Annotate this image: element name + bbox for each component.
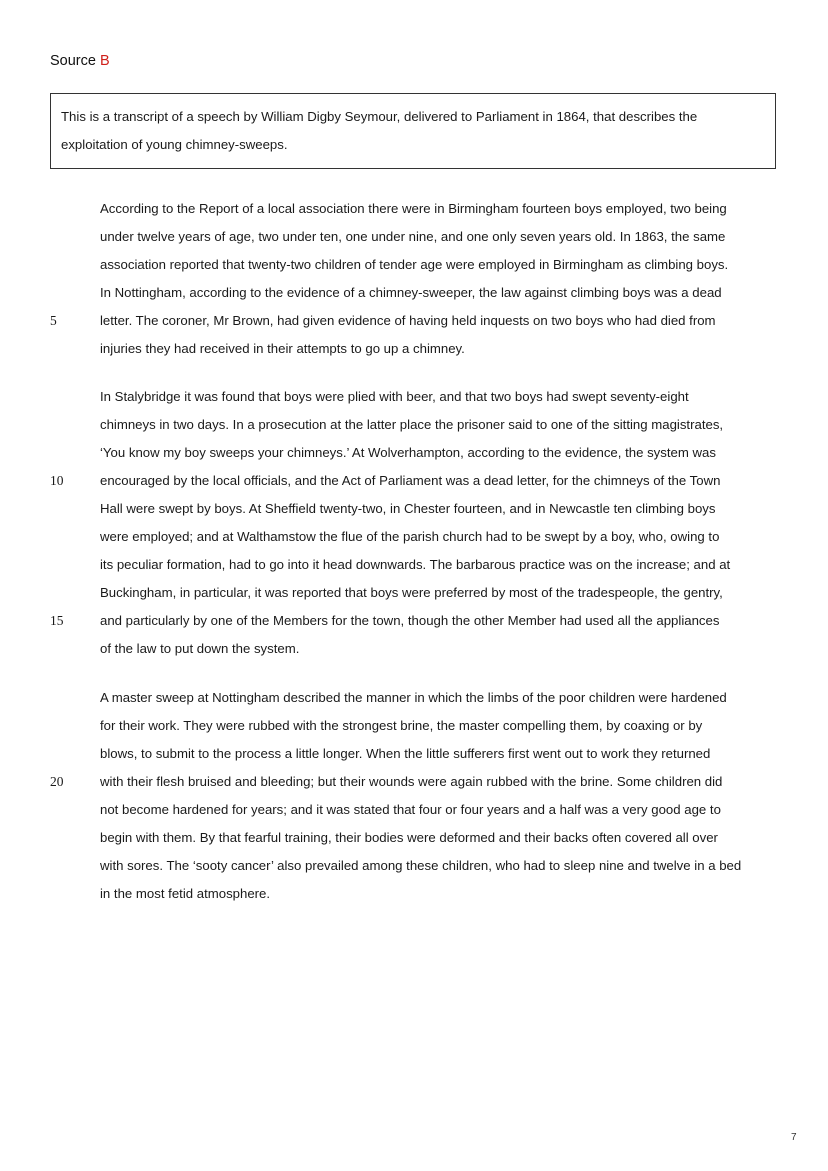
line-number: 20 bbox=[50, 774, 64, 789]
text-line bbox=[0, 852, 828, 880]
text-line bbox=[0, 712, 828, 740]
line-text: chimneys in two days. In a prosecution at the latter place the prisoner said to one of the sitting magistrates, bbox=[100, 417, 724, 432]
text-line bbox=[0, 335, 828, 363]
line-text: for their work. They were rubbed with the strongest brine, the master compelling them, by coaxing or by bbox=[100, 718, 703, 733]
text-line bbox=[0, 579, 828, 607]
text-line bbox=[0, 439, 828, 467]
paragraph bbox=[0, 195, 828, 363]
line-text: letter. The coroner, Mr Brown, had given evidence of having held inquests on two boys who had died from bbox=[100, 313, 716, 328]
intro-line: exploitation of young chimney-sweeps. bbox=[61, 137, 288, 152]
line-text: association reported that twenty-two children of tender age were employed in Birmingham as climbing boys. bbox=[100, 257, 729, 272]
line-number: 10 bbox=[50, 473, 64, 488]
line-text: Buckingham, in particular, it was reported that boys were preferred by most of the tradespeople, the gentry, bbox=[100, 585, 723, 600]
line-text: begin with them. By that fearful training, their bodies were deformed and their backs often covered all over bbox=[100, 830, 718, 845]
line-text: and particularly by one of the Members for the town, though the other Member had used all the appliances bbox=[100, 613, 720, 628]
text-line bbox=[0, 523, 828, 551]
line-text: ‘You know my boy sweeps your chimneys.’ At Wolverhampton, according to the evidence, the system was bbox=[100, 445, 716, 460]
line-text: A master sweep at Nottingham described the manner in which the limbs of the poor children were hardened bbox=[100, 690, 727, 705]
text-line bbox=[0, 383, 828, 411]
line-text: with sores. The ‘sooty cancer’ also prevailed among these children, who had to sleep nine and twelve in a bed bbox=[100, 858, 742, 873]
text-line bbox=[0, 684, 828, 712]
text-line bbox=[0, 223, 828, 251]
line-text: Hall were swept by boys. At Sheffield twenty-two, in Chester fourteen, and in Newcastle ten climbing boys bbox=[100, 501, 716, 516]
text-line bbox=[0, 495, 828, 523]
text-line bbox=[0, 796, 828, 824]
text-line bbox=[0, 607, 828, 635]
text-line bbox=[0, 467, 828, 495]
text-line bbox=[0, 279, 828, 307]
text-line bbox=[0, 307, 828, 335]
intro-line: This is a transcript of a speech by William Digby Seymour, delivered to Parliament in 1864, that describes the bbox=[61, 109, 698, 124]
line-text: In Nottingham, according to the evidence of a chimney-sweeper, the law against climbing boys was a dead bbox=[100, 285, 722, 300]
line-text: encouraged by the local officials, and the Act of Parliament was a dead letter, for the chimneys of the Town bbox=[100, 473, 721, 488]
line-text: with their flesh bruised and bleeding; but their wounds were again rubbed with the brine. Some children did bbox=[100, 774, 723, 789]
line-text: According to the Report of a local association there were in Birmingham fourteen boys employed, two being bbox=[100, 201, 727, 216]
line-text: under twelve years of age, two under ten, one under nine, and one only seven years old. In 1863, the same bbox=[100, 229, 726, 244]
source-heading-letter: B bbox=[99, 53, 110, 69]
text-line bbox=[0, 824, 828, 852]
text-line bbox=[0, 411, 828, 439]
text-line bbox=[0, 551, 828, 579]
line-text: were employed; and at Walthamstow the flue of the parish church had to be swept by a boy, who, owing to bbox=[100, 529, 720, 544]
text-line bbox=[0, 768, 828, 796]
source-heading-prefix: Source bbox=[50, 53, 100, 69]
line-number: 15 bbox=[50, 613, 64, 628]
text-line bbox=[0, 195, 828, 223]
page-number: 7 bbox=[791, 1132, 797, 1143]
line-number: 5 bbox=[50, 313, 57, 328]
paragraph bbox=[0, 383, 828, 663]
text-line bbox=[0, 635, 828, 663]
paragraph bbox=[0, 684, 828, 908]
source-heading bbox=[50, 51, 110, 71]
intro-box bbox=[50, 93, 776, 169]
line-text: in the most fetid atmosphere. bbox=[100, 886, 271, 901]
text-line bbox=[0, 251, 828, 279]
line-text: In Stalybridge it was found that boys were plied with beer, and that two boys had swept seventy-eight bbox=[100, 389, 689, 404]
line-text: of the law to put down the system. bbox=[100, 641, 300, 656]
line-text: its peculiar formation, had to go into it head downwards. The barbarous practice was on the increase; and at bbox=[100, 557, 731, 572]
line-text: not become hardened for years; and it was stated that four or four years and a half was a very good age to bbox=[100, 802, 721, 817]
text-line bbox=[0, 740, 828, 768]
line-text: blows, to submit to the process a little longer. When the little sufferers first went out to work they returned bbox=[100, 746, 711, 761]
text-line bbox=[0, 880, 828, 908]
line-text: injuries they had received in their attempts to go up a chimney. bbox=[100, 341, 465, 356]
